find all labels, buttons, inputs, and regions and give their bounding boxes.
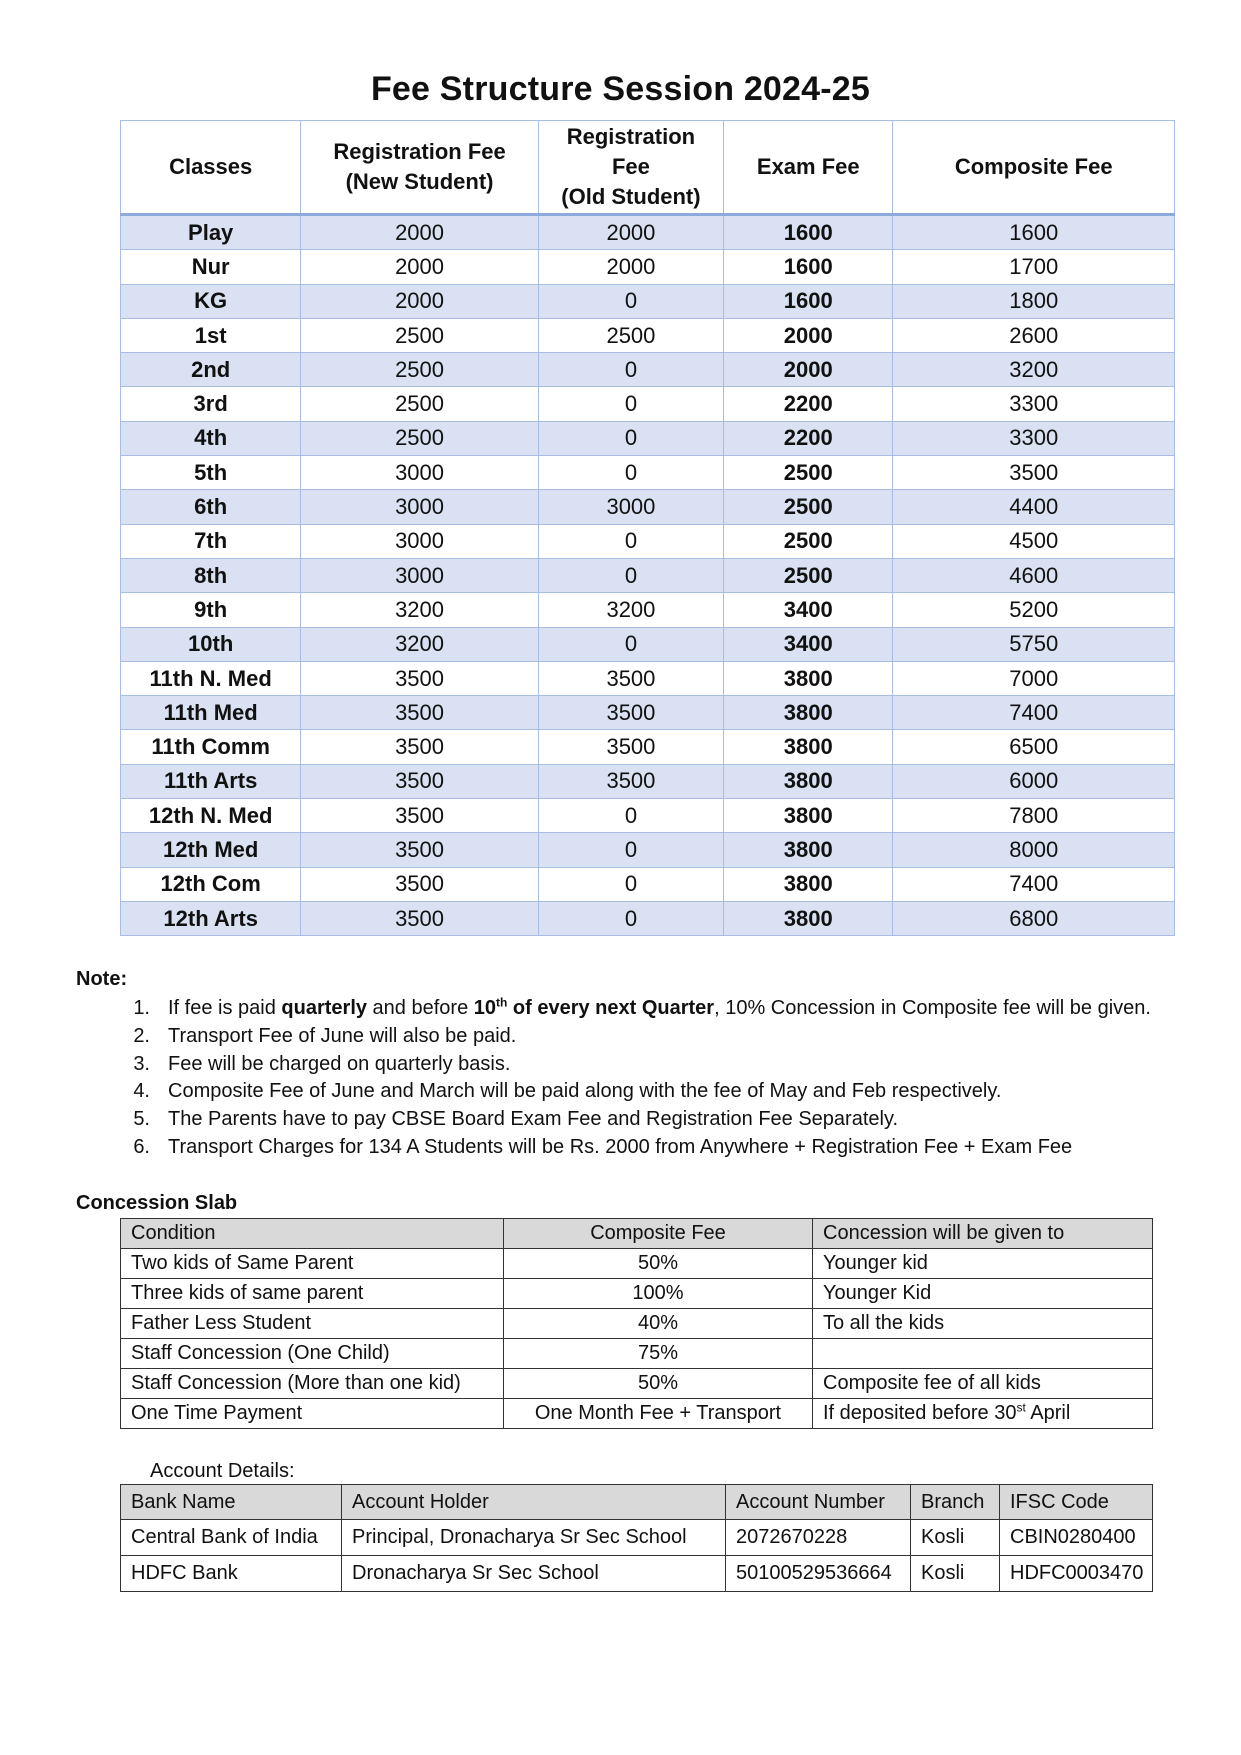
table-row: [121, 558, 1175, 592]
table-row: [121, 867, 1175, 901]
cell-composite: 7800: [893, 799, 1175, 833]
table-row: [121, 215, 1175, 250]
cell-exam: 3800: [724, 901, 893, 935]
cell-given-to: To all the kids: [813, 1309, 1153, 1339]
cell-class: 12th N. Med: [121, 799, 301, 833]
table-row: [121, 661, 1175, 695]
cell-composite: 3500: [893, 456, 1175, 490]
cell-composite: 5200: [893, 593, 1175, 627]
cell-composite: 3300: [893, 387, 1175, 421]
cell-class: 5th: [121, 456, 301, 490]
cell-reg-new: 2500: [301, 318, 538, 352]
col-header-condition: Condition: [121, 1219, 504, 1249]
cell-class: 10th: [121, 627, 301, 661]
table-row: [121, 1279, 1153, 1309]
cell-branch: Kosli: [911, 1520, 1000, 1556]
cell-exam: 2200: [724, 387, 893, 421]
cell-exam: 2500: [724, 558, 893, 592]
cell-condition: Three kids of same parent: [121, 1279, 504, 1309]
note-item: [76, 1106, 1196, 1134]
cell-composite: 3200: [893, 353, 1175, 387]
cell-reg-new: 3500: [301, 799, 538, 833]
cell-reg-old: 0: [538, 524, 723, 558]
cell-class: 7th: [121, 524, 301, 558]
cell-condition: Staff Concession (One Child): [121, 1339, 504, 1369]
cell-exam: 2500: [724, 456, 893, 490]
account-heading: Account Details:: [150, 1460, 295, 1482]
cell-reg-old: 0: [538, 901, 723, 935]
cell-condition: Two kids of Same Parent: [121, 1249, 504, 1279]
cell-composite: 7400: [893, 867, 1175, 901]
cell-class: 11th Comm: [121, 730, 301, 764]
cell-reg-old: 3500: [538, 730, 723, 764]
table-row: [121, 696, 1175, 730]
table-row: [121, 387, 1175, 421]
cell-reg-new: 3000: [301, 456, 538, 490]
table-row: [121, 1339, 1153, 1369]
cell-exam: 3400: [724, 593, 893, 627]
cell-reg-old: 2000: [538, 215, 723, 250]
concession-heading: Concession Slab: [76, 1192, 238, 1214]
cell-exam: 3800: [724, 730, 893, 764]
cell-reg-new: 3500: [301, 696, 538, 730]
cell-exam: 3800: [724, 867, 893, 901]
cell-composite: One Month Fee + Transport: [504, 1399, 813, 1429]
col-header-bank: Bank Name: [121, 1485, 342, 1520]
cell-reg-old: 0: [538, 627, 723, 661]
cell-composite: 6500: [893, 730, 1175, 764]
cell-given-to: [813, 1339, 1153, 1369]
cell-exam: 3800: [724, 696, 893, 730]
col-header-composite: Composite Fee: [893, 121, 1175, 215]
cell-composite: 50%: [504, 1369, 813, 1399]
note-number: 1.: [133, 997, 150, 1019]
note-text: The Parents have to pay CBSE Board Exam Fee and Registration Fee Separately.: [168, 1108, 899, 1131]
cell-class: 9th: [121, 593, 301, 627]
cell-composite: 1600: [893, 215, 1175, 250]
cell-reg-old: 3500: [538, 696, 723, 730]
table-row: [121, 456, 1175, 490]
cell-reg-old: 0: [538, 867, 723, 901]
cell-reg-new: 3500: [301, 661, 538, 695]
cell-composite: 100%: [504, 1279, 813, 1309]
table-row: [121, 730, 1175, 764]
col-header-reg-old: Registration Fee (Old Student): [538, 121, 723, 215]
cell-class: 11th Med: [121, 696, 301, 730]
cell-composite: 1700: [893, 250, 1175, 284]
concession-table: [120, 1218, 1153, 1429]
table-row: [121, 353, 1175, 387]
cell-composite: 7400: [893, 696, 1175, 730]
table-row: [121, 250, 1175, 284]
cell-bank: HDFC Bank: [121, 1556, 342, 1592]
cell-class: 3rd: [121, 387, 301, 421]
cell-exam: 2500: [724, 490, 893, 524]
table-row: [121, 490, 1175, 524]
table-row: [121, 901, 1175, 935]
cell-exam: 1600: [724, 215, 893, 250]
table-row: [121, 1520, 1153, 1556]
cell-reg-old: 0: [538, 558, 723, 592]
notes-list: [76, 995, 1196, 1162]
cell-exam: 3800: [724, 799, 893, 833]
cell-exam: 2000: [724, 353, 893, 387]
cell-reg-new: 3500: [301, 764, 538, 798]
cell-reg-new: 2500: [301, 421, 538, 455]
cell-reg-old: 0: [538, 353, 723, 387]
cell-class: Nur: [121, 250, 301, 284]
cell-class: 11th N. Med: [121, 661, 301, 695]
cell-composite: 4500: [893, 524, 1175, 558]
cell-class: 12th Arts: [121, 901, 301, 935]
table-row: [121, 1556, 1153, 1592]
cell-composite: 6800: [893, 901, 1175, 935]
col-header-ifsc: IFSC Code: [1000, 1485, 1153, 1520]
cell-composite: 50%: [504, 1249, 813, 1279]
col-header-reg-new: Registration Fee (New Student): [301, 121, 538, 215]
note-text: If fee is paid quarterly and before 10th of every next Quarter, 10% Concession in Composite fee will be given.: [168, 995, 1151, 1019]
cell-given-to: Younger Kid: [813, 1279, 1153, 1309]
cell-reg-new: 3000: [301, 558, 538, 592]
cell-reg-old: 0: [538, 421, 723, 455]
cell-reg-new: 3200: [301, 627, 538, 661]
cell-class: 11th Arts: [121, 764, 301, 798]
cell-class: Play: [121, 215, 301, 250]
cell-reg-new: 3500: [301, 867, 538, 901]
cell-number: 2072670228: [726, 1520, 911, 1556]
cell-exam: 1600: [724, 284, 893, 318]
note-text: Fee will be charged on quarterly basis.: [168, 1052, 511, 1075]
cell-reg-old: 0: [538, 387, 723, 421]
cell-given-to: Composite fee of all kids: [813, 1369, 1153, 1399]
cell-ifsc: CBIN0280400: [1000, 1520, 1153, 1556]
cell-ifsc: HDFC0003470: [1000, 1556, 1153, 1592]
account-header-row: [121, 1485, 1153, 1520]
note-number: 6.: [133, 1135, 150, 1158]
table-row: [121, 524, 1175, 558]
table-row: [121, 593, 1175, 627]
cell-composite: 3300: [893, 421, 1175, 455]
page-title: Fee Structure Session 2024-25: [370, 70, 871, 108]
note-text: Transport Charges for 134 A Students will be Rs. 2000 from Anywhere + Registration Fee + Exam Fee: [168, 1135, 1073, 1158]
table-row: [121, 833, 1175, 867]
cell-reg-old: 0: [538, 456, 723, 490]
cell-exam: 2000: [724, 318, 893, 352]
cell-branch: Kosli: [911, 1556, 1000, 1592]
cell-reg-new: 3200: [301, 593, 538, 627]
cell-condition: Staff Concession (More than one kid): [121, 1369, 504, 1399]
col-header-composite: Composite Fee: [504, 1219, 813, 1249]
table-row: [121, 1309, 1153, 1339]
table-row: [121, 318, 1175, 352]
table-row: [121, 627, 1175, 661]
cell-exam: 2200: [724, 421, 893, 455]
note-item: [76, 1134, 1196, 1162]
cell-given-to: Younger kid: [813, 1249, 1153, 1279]
concession-header-row: [121, 1219, 1153, 1249]
note-number: 3.: [133, 1052, 150, 1075]
fee-structure-table: [120, 120, 1175, 936]
table-row: [121, 1249, 1153, 1279]
note-text: Composite Fee of June and March will be paid along with the fee of May and Feb respectively.: [168, 1080, 1002, 1103]
cell-class: 2nd: [121, 353, 301, 387]
cell-exam: 1600: [724, 250, 893, 284]
cell-exam: 2500: [724, 524, 893, 558]
col-header-branch: Branch: [911, 1485, 1000, 1520]
cell-class: 6th: [121, 490, 301, 524]
cell-reg-new: 2500: [301, 387, 538, 421]
cell-composite: 4400: [893, 490, 1175, 524]
cell-composite: 7000: [893, 661, 1175, 695]
cell-reg-new: 3000: [301, 490, 538, 524]
col-header-number: Account Number: [726, 1485, 911, 1520]
cell-reg-old: 0: [538, 284, 723, 318]
cell-class: KG: [121, 284, 301, 318]
cell-reg-new: 2000: [301, 250, 538, 284]
notes-heading: Note:: [76, 968, 128, 990]
cell-composite: 8000: [893, 833, 1175, 867]
cell-holder: Principal, Dronacharya Sr Sec School: [342, 1520, 726, 1556]
table-row: [121, 284, 1175, 318]
cell-reg-new: 3500: [301, 730, 538, 764]
note-text: Transport Fee of June will also be paid.: [168, 1024, 517, 1047]
cell-exam: 3400: [724, 627, 893, 661]
note-number: 4.: [133, 1080, 150, 1103]
note-number: 2.: [133, 1024, 150, 1047]
cell-composite: 2600: [893, 318, 1175, 352]
note-item: [76, 1051, 1196, 1079]
cell-composite: 75%: [504, 1339, 813, 1369]
col-header-given-to: Concession will be given to: [813, 1219, 1153, 1249]
cell-reg-old: 3000: [538, 490, 723, 524]
cell-reg-new: 3000: [301, 524, 538, 558]
col-header-classes: Classes: [121, 121, 301, 215]
cell-exam: 3800: [724, 833, 893, 867]
note-number: 5.: [133, 1108, 150, 1131]
note-item: [76, 1023, 1196, 1051]
cell-reg-new: 2500: [301, 353, 538, 387]
cell-class: 8th: [121, 558, 301, 592]
table-row: [121, 799, 1175, 833]
cell-composite: 4600: [893, 558, 1175, 592]
cell-exam: 3800: [724, 661, 893, 695]
cell-reg-new: 2000: [301, 284, 538, 318]
cell-class: 12th Med: [121, 833, 301, 867]
account-table: [120, 1484, 1153, 1592]
cell-class: 1st: [121, 318, 301, 352]
cell-reg-old: 3500: [538, 661, 723, 695]
cell-reg-new: 3500: [301, 901, 538, 935]
cell-composite: 5750: [893, 627, 1175, 661]
cell-number: 50100529536664: [726, 1556, 911, 1592]
cell-reg-old: 0: [538, 799, 723, 833]
cell-holder: Dronacharya Sr Sec School: [342, 1556, 726, 1592]
cell-reg-old: 2500: [538, 318, 723, 352]
col-header-holder: Account Holder: [342, 1485, 726, 1520]
cell-reg-old: 3500: [538, 764, 723, 798]
table-row: [121, 1369, 1153, 1399]
col-header-exam: Exam Fee: [724, 121, 893, 215]
table-row: [121, 764, 1175, 798]
cell-reg-new: 3500: [301, 833, 538, 867]
fee-table-header-row: [121, 121, 1175, 215]
cell-given-to: If deposited before 30st April: [813, 1399, 1153, 1429]
cell-class: 12th Com: [121, 867, 301, 901]
cell-class: 4th: [121, 421, 301, 455]
cell-exam: 3800: [724, 764, 893, 798]
note-item: [76, 1078, 1196, 1106]
cell-composite: 40%: [504, 1309, 813, 1339]
table-row: [121, 1399, 1153, 1429]
cell-bank: Central Bank of India: [121, 1520, 342, 1556]
cell-reg-old: 0: [538, 833, 723, 867]
note-item: [76, 995, 1196, 1023]
cell-composite: 1800: [893, 284, 1175, 318]
cell-reg-old: 3200: [538, 593, 723, 627]
cell-condition: Father Less Student: [121, 1309, 504, 1339]
cell-reg-old: 2000: [538, 250, 723, 284]
cell-condition: One Time Payment: [121, 1399, 504, 1429]
table-row: [121, 421, 1175, 455]
cell-reg-new: 2000: [301, 215, 538, 250]
cell-composite: 6000: [893, 764, 1175, 798]
